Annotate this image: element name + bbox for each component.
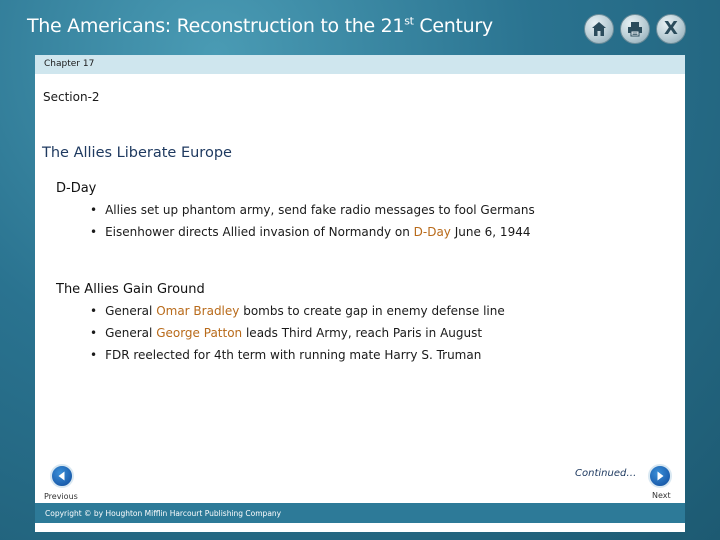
close-button[interactable] bbox=[656, 14, 686, 44]
d-day-bullets bbox=[90, 199, 535, 243]
previous-button[interactable] bbox=[50, 464, 74, 488]
close-icon: X bbox=[664, 18, 678, 39]
print-button[interactable] bbox=[620, 14, 650, 44]
list-item: • Allies set up phantom army, send fake radio messages to fool Germans bbox=[90, 199, 535, 221]
subheading-d-day: D-Day bbox=[56, 181, 97, 196]
footer-bar bbox=[35, 503, 685, 523]
highlight-term: George Patton bbox=[156, 326, 243, 340]
home-icon bbox=[590, 20, 608, 38]
previous-label: Previous bbox=[44, 492, 78, 501]
gain-ground-bullets bbox=[90, 300, 505, 366]
arrow-right-icon bbox=[654, 470, 666, 482]
print-icon bbox=[626, 20, 644, 38]
continued-label: Continued… bbox=[575, 468, 637, 479]
highlight-term: D-Day bbox=[413, 225, 451, 239]
top-toolbar bbox=[584, 14, 686, 44]
list-item: • FDR reelected for 4th term with running mate Harry S. Truman bbox=[90, 344, 505, 366]
next-label: Next bbox=[652, 491, 671, 500]
page-title: The Americans: Reconstruction to the 21st Century bbox=[27, 14, 493, 37]
slide-panel bbox=[35, 55, 685, 532]
chapter-bar bbox=[35, 55, 685, 74]
slide-heading: The Allies Liberate Europe bbox=[42, 145, 232, 161]
list-item: • Eisenhower directs Allied invasion of Normandy on D-Day June 6, 1944 bbox=[90, 221, 535, 243]
section-label: Section-2 bbox=[43, 90, 100, 104]
list-item: • General George Patton leads Third Army, reach Paris in August bbox=[90, 322, 505, 344]
chapter-label: Chapter 17 bbox=[44, 59, 95, 69]
subheading-allies-gain-ground: The Allies Gain Ground bbox=[56, 282, 205, 297]
copyright-text: Copyright © by Houghton Mifflin Harcourt Publishing Company bbox=[45, 509, 282, 518]
home-button[interactable] bbox=[584, 14, 614, 44]
highlight-term: Omar Bradley bbox=[156, 304, 240, 318]
arrow-left-icon bbox=[56, 470, 68, 482]
next-button[interactable] bbox=[648, 464, 672, 488]
list-item: • General Omar Bradley bombs to create gap in enemy defense line bbox=[90, 300, 505, 322]
